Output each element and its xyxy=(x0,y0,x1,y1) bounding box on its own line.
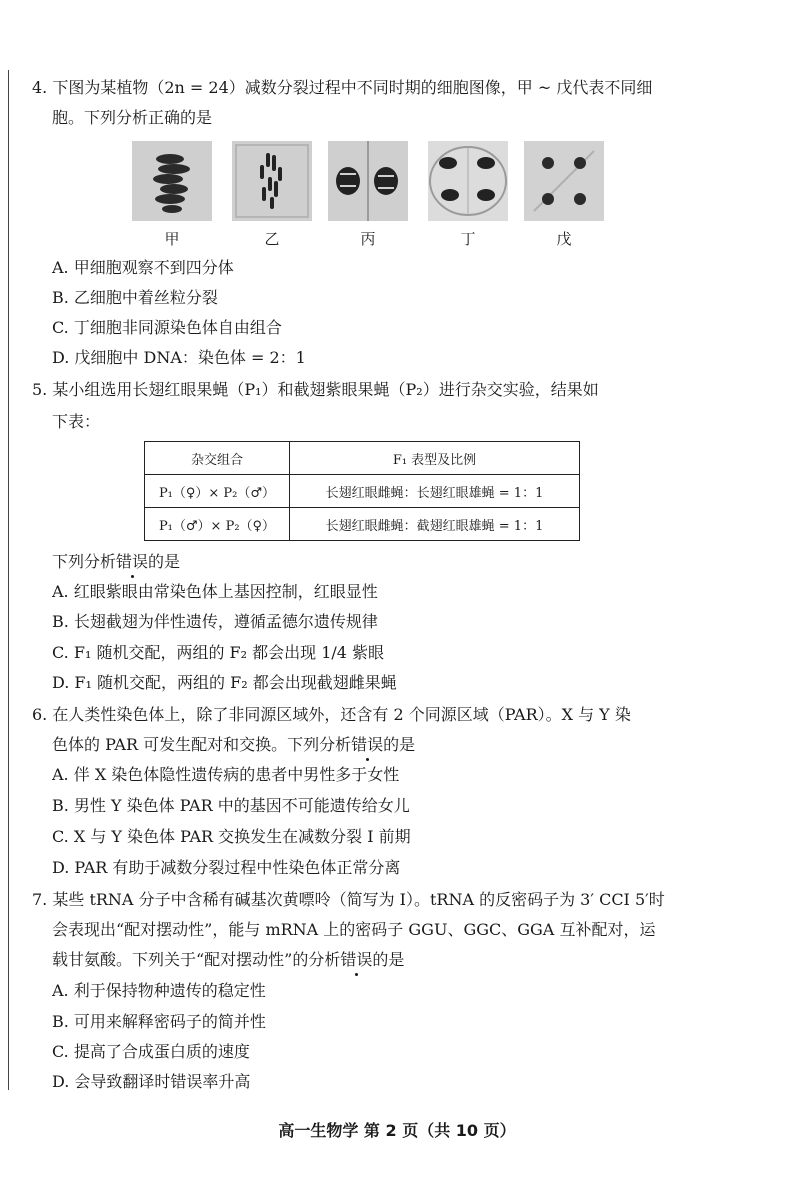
table-cell: 长翅红眼雌蝇：截翅红眼雄蝇 = 1：1 xyxy=(290,508,580,541)
q7-option-a: A. 利于保持物种遗传的稳定性 xyxy=(52,981,266,1000)
q6-stem-2 xyxy=(52,735,415,755)
q4-line1 xyxy=(32,78,652,98)
q6-option-a: A. 伴 X 染色体隐性遗传病的患者中男性多于女性 xyxy=(52,765,400,784)
q7-stem-post: 的是 xyxy=(372,950,405,969)
q7-option-c: C. 提高了合成蛋白质的速度 xyxy=(52,1042,250,1061)
q4-option-b: B. 乙细胞中着丝粒分裂 xyxy=(52,288,218,307)
q7-stem-2: 会表现出“配对摆动性”，能与 mRNA 上的密码子 GGU、GGC、GGA 互补配对，运 xyxy=(52,920,656,939)
q5-emphasis-wrong: 错误 xyxy=(116,552,149,571)
q7-stem-3 xyxy=(52,950,404,970)
q7-stem-1: 某些 tRNA 分子中含稀有碱基次黄嘌呤（简写为 I）。tRNA 的反密码子为 3′ CCI 5′时 xyxy=(52,890,665,909)
q7-option-b: B. 可用来解释密码子的简并性 xyxy=(52,1012,266,1031)
q6-option-c: C. X 与 Y 染色体 PAR 交换发生在减数分裂 Ⅰ 前期 xyxy=(52,827,411,846)
table-cell: P₁（♀）× P₂（♂） xyxy=(145,475,290,508)
table-header-f1: F₁ 表型及比例 xyxy=(290,442,580,475)
table-header-row xyxy=(145,442,580,475)
q6-number: 6. xyxy=(32,705,48,724)
q5-option-d: D. F₁ 随机交配，两组的 F₂ 都会出现截翅雌果蝇 xyxy=(52,673,397,692)
q4-option-a: A. 甲细胞观察不到四分体 xyxy=(52,258,234,277)
q7-emphasis-wrong: 错误 xyxy=(340,950,373,969)
panel-label-wu: 戊 xyxy=(556,230,572,248)
table-header-cross: 杂交组合 xyxy=(145,442,290,475)
q5-option-c: C. F₁ 随机交配，两组的 F₂ 都会出现 1/4 紫眼 xyxy=(52,643,385,662)
table-cell: 长翅红眼雌蝇：长翅红眼雄蝇 = 1：1 xyxy=(290,475,580,508)
panel-label-yi: 乙 xyxy=(264,230,280,248)
q6-line1 xyxy=(32,705,631,725)
q4-option-c: C. 丁细胞非同源染色体自由组合 xyxy=(52,318,282,337)
q7-option-d: D. 会导致翻译时错误率升高 xyxy=(52,1072,251,1091)
q5-stem-2: 下表： xyxy=(52,412,101,431)
q7-line1 xyxy=(32,890,665,910)
q6-option-d: D. PAR 有助于减数分裂过程中性染色体正常分离 xyxy=(52,858,401,877)
panel-ding-image xyxy=(428,141,508,221)
q4-option-d: D. 戊细胞中 DNA：染色体 = 2：1 xyxy=(52,348,306,367)
q6-stem-1: 在人类性染色体上，除了非同源区域外，还含有 2 个同源区域（PAR）。X 与 Y 染 xyxy=(52,705,631,724)
panel-wu-image xyxy=(524,141,604,221)
q4-number: 4. xyxy=(32,78,48,97)
q5-option-b: B. 长翅截翅为伴性遗传，遵循孟德尔遗传规律 xyxy=(52,612,378,631)
panel-yi-image xyxy=(232,141,312,221)
q5-line1 xyxy=(32,380,599,400)
page-footer: 高一生物学 第 2 页（共 10 页） xyxy=(278,1121,516,1140)
table-row xyxy=(145,475,580,508)
q6-option-b: B. 男性 Y 染色体 PAR 中的基因不可能遗传给女儿 xyxy=(52,796,410,815)
q5-stem-pre: 下列分析 xyxy=(52,552,117,571)
q5-stem-post: 的是 xyxy=(148,552,181,571)
q4-stem-1: 下图为某植物（2n = 24）减数分裂过程中不同时期的细胞图像，甲 ~ 戊代表不同细 xyxy=(52,78,653,97)
left-margin-rule xyxy=(8,70,9,1090)
table-row xyxy=(145,508,580,541)
q5-option-a: A. 红眼紫眼由常染色体上基因控制，红眼显性 xyxy=(52,582,378,601)
table-cell: P₁（♂）× P₂（♀） xyxy=(145,508,290,541)
panel-label-ding: 丁 xyxy=(460,230,476,248)
q4-stem-2: 胞。下列分析正确的是 xyxy=(52,108,213,127)
panel-label-jia: 甲 xyxy=(164,230,180,248)
q6-stem-pre: 色体的 PAR 可发生配对和交换。下列分析 xyxy=(52,735,352,754)
panel-label-bing: 丙 xyxy=(360,230,376,248)
panel-jia-image xyxy=(132,141,212,221)
q5-number: 5. xyxy=(32,380,48,399)
panel-bing-image xyxy=(328,141,408,221)
q6-emphasis-wrong: 错误 xyxy=(351,735,384,754)
q5-stem-3 xyxy=(52,552,180,572)
q7-stem-pre: 载甘氨酸。下列关于“配对摆动性”的分析 xyxy=(52,950,341,969)
q5-stem-1: 某小组选用长翅红眼果蝇（P₁）和截翅紫眼果蝇（P₂）进行杂交实验，结果如 xyxy=(52,380,599,399)
q6-stem-post: 的是 xyxy=(383,735,416,754)
cross-results-table xyxy=(144,441,580,541)
q7-number: 7. xyxy=(32,890,48,909)
